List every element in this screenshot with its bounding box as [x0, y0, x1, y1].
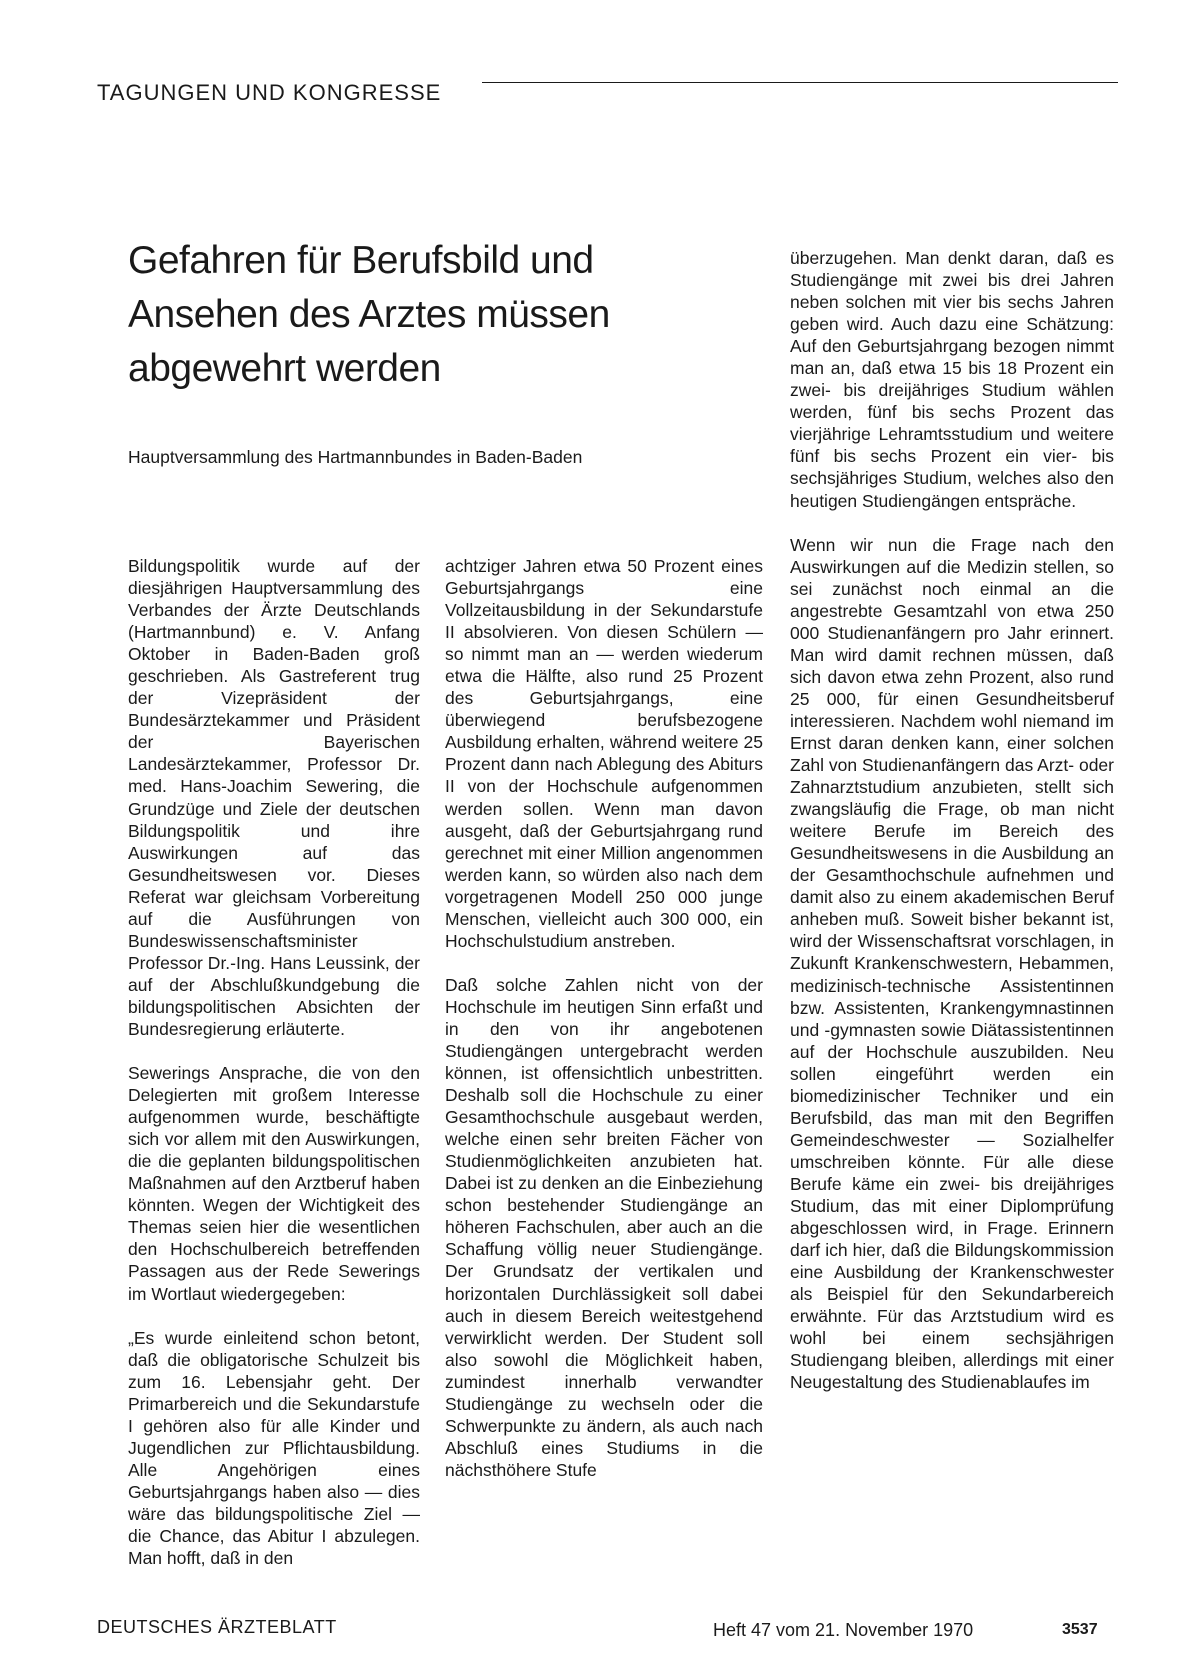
paragraph: Bildungspolitik wurde auf der diesjährigen Hauptversammlung des Verbandes der Ärzte Deutschlands (Hartmannbund) e. V. Anfang Oktober in Baden-Baden groß geschrieben. Als Gastreferent trug der Vizepräsident der Bundesärztekammer und Präsident der Bayerischen Landesärztekammer, Professor Dr. med. Hans-Joachim Sewering, die Grundzüge und Ziele der deutschen Bildungspolitik und ihre Auswirkungen auf das Gesundheitswesen vor. Dieses Referat war gleichsam Vorbereitung auf die Ausführungen von Bundeswissenschaftsminister Professor Dr.-Ing. Hans Leussink, der auf der Abschlußkundgebung die bildungspolitischen Absichten der Bundesregierung erläuterte.	[128, 556, 420, 1039]
paragraph: achtziger Jahren etwa 50 Prozent eines Geburtsjahrgangs eine Vollzeitausbildung in der Sekundarstufe II absolvieren. Von diesen Schülern — so nimmt man an — werden wiederum etwa die Hälfte, also rund 25 Prozent des Geburtsjahrgangs, eine überwiegend berufsbezogene Ausbildung erhalten, während weitere 25 Prozent dann nach Ablegung des Abiturs II von der Hochschule aufgenommen werden sollen. Wenn man davon ausgeht, daß der Geburtsjahrgang rund gerechnet mit einer Million angenommen werden kann, so würden also nach dem vorgetragenen Modell 250 000 junge Menschen, vielleicht auch 300 000, ein Hochschulstudium anstreben.	[445, 556, 763, 951]
article-column-3	[790, 247, 1114, 1393]
article-headline: Gefahren für Berufsbild und Ansehen des Arztes müssen abgewehrt werden	[128, 239, 610, 390]
section-label: TAGUNGEN UND KONGRESSE	[97, 80, 442, 105]
article-column-1	[128, 555, 420, 1569]
footer-issue: Heft 47 vom 21. November 1970	[713, 1620, 974, 1640]
section-rule	[482, 82, 1118, 83]
paragraph: Daß solche Zahlen nicht von der Hochschule im heutigen Sinn erfaßt und in den von ihr angebotenen Studiengängen untergebracht werden können, ist offensichtlich unbestritten. Deshalb soll die Hochschule zu einer Gesamthochschule ausgebaut werden, welche einen sehr breiten Fächer von Studienmöglichkeiten anzubieten hat. Dabei ist zu denken an die Einbeziehung schon bestehender Studiengänge an höheren Fachschulen, aber auch an die Schaffung völlig neuer Studiengänge. Der Grundsatz der vertikalen und horizontalen Durchlässigkeit soll dabei auch in diesem Bereich weitestgehend verwirklicht werden. Der Student soll also sowohl die Möglichkeit haben, zumindest innerhalb verwandter Studiengänge zu wechseln oder die Schwerpunkte zu ändern, als auch nach Abschluß eines Studiums in die nächsthöhere Stufe	[445, 974, 763, 1480]
paragraph: Sewerings Ansprache, die von den Delegierten mit großem Interesse aufgenommen wurde, beschäftigte sich vor allem mit den Auswirkungen, die die geplanten bildungspolitischen Maßnahmen auf den Arztberuf haben könnten. Wegen der Wichtigkeit des Themas seien hier die wesentlichen den Hochschulbereich betreffenden Passagen aus der Rede Sewerings im Wortlaut wiedergegeben:	[128, 1063, 420, 1304]
article-subtitle: Hauptversammlung des Hartmannbundes in Baden-Baden	[128, 447, 583, 467]
footer-journal-name: DEUTSCHES ÄRZTEBLATT	[97, 1617, 337, 1637]
paragraph: überzugehen. Man denkt daran, daß es Studiengänge mit zwei bis drei Jahren neben solchen mit vier bis sechs Jahren geben wird. Auch dazu eine Schätzung: Auf den Geburtsjahrgang bezogen nimmt man an, daß etwa 15 bis 18 Prozent ein zwei- bis dreijähriges Studium wählen werden, fünf bis sechs Prozent das vierjährige Lehramtsstudium und weitere fünf bis sechs Prozent ein vier- bis sechsjähriges Studium, welches also den heutigen Studiengängen entspräche.	[790, 248, 1114, 511]
paragraph: „Es wurde einleitend schon betont, daß die obligatorische Schulzeit bis zum 16. Lebensjahr geht. Der Primarbereich und die Sekundarstufe I gehören also für alle Kinder und Jugendlichen zur Pflichtausbildung. Alle Angehörigen eines Geburtsjahrgangs haben also — dies wäre das bildungspolitische Ziel — die Chance, das Abitur I abzulegen. Man hofft, daß in den	[128, 1327, 420, 1569]
article-column-2	[445, 555, 763, 1481]
paragraph: Wenn wir nun die Frage nach den Auswirkungen auf die Medizin stellen, so sei zunächst noch einmal an die angestrebte Gesamtzahl von etwa 250 000 Studienanfängern pro Jahr erinnert. Man wird damit rechnen müssen, daß sich davon etwa zehn Prozent, also rund 25 000, für einen Gesundheitsberuf interessieren. Nachdem wohl niemand im Ernst daran denken kann, einer solchen Zahl von Studienanfängern das Arzt- oder Zahnarztstudium anzubieten, stellt sich zwangsläufig die Frage, ob man nicht weitere Berufe im Bereich des Gesundheitswesens in die Ausbildung an der Gesamthochschule aufnehmen und damit also zu einem akademischen Beruf anheben muß. Soweit bisher bekannt ist, wird der Wissenschaftsrat vorschlagen, in Zukunft Krankenschwestern, Hebammen, medizinisch-technische Assistentinnen bzw. Assistenten, Krankengymnastinnen und -gymnasten sowie Diätassistentinnen auf der Hochschule auszubilden. Neu sollen eingeführt werden ein biomedizinischer Techniker und ein Berufsbild, das man mit den Begriffen Gemeindeschwester — Sozialhelfer umschreiben könnte. Für alle diese Berufe käme ein zwei- bis dreijähriges Studium, das mit einer Diplomprüfung abgeschlossen wird, in Frage. Erinnern darf ich hier, daß die Bildungskommission eine Ausbildung der Krankenschwester als Beispiel für den Sekundarbereich erwähnte. Für das Arztstudium wird es wohl bei einem sechsjährigen Studiengang bleiben, allerdings mit einer Neugestaltung des Studienablaufes im	[790, 534, 1114, 1393]
footer-page-number: 3537	[1062, 1621, 1098, 1638]
